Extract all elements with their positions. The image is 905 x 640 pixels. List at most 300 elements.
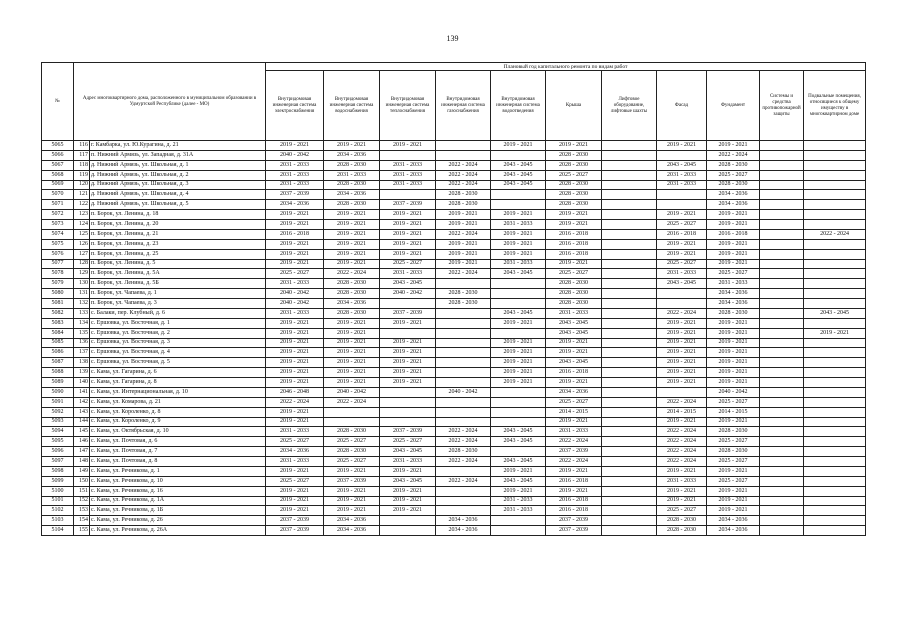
repair-period-cell: 2031 - 2033 — [324, 170, 380, 180]
repair-period-cell — [804, 289, 866, 299]
repair-period-cell: 2031 - 2033 — [657, 269, 707, 279]
repair-period-cell — [760, 239, 804, 249]
repair-period-cell: 2019 - 2021 — [266, 486, 324, 496]
repair-period-cell — [602, 180, 657, 190]
row-number-cell: 5068 — [42, 170, 74, 180]
column-header-work-type: Внутридомовая инженерная система водоотведения — [491, 71, 546, 141]
repair-period-cell: 2019 - 2021 — [266, 318, 324, 328]
table-row — [42, 516, 866, 526]
repair-period-cell — [491, 447, 546, 457]
repair-period-cell: 2019 - 2021 — [657, 348, 707, 358]
repair-period-cell — [380, 417, 436, 427]
table-row — [42, 259, 866, 269]
repair-period-cell — [804, 447, 866, 457]
row-number-cell: 5069 — [42, 180, 74, 190]
repair-period-cell: 2019 - 2021 — [266, 249, 324, 259]
repair-period-cell — [436, 417, 491, 427]
repair-period-cell — [491, 289, 546, 299]
repair-period-cell: 2040 - 2042 — [707, 387, 760, 397]
table-row — [42, 397, 866, 407]
repair-period-cell: 2019 - 2021 — [380, 358, 436, 368]
repair-period-cell — [380, 397, 436, 407]
repair-period-cell: 2019 - 2021 — [707, 259, 760, 269]
table-header — [42, 63, 866, 141]
address-cell: д. Нижний Армязь, ул. Школьная, д. 3 — [90, 180, 266, 190]
repair-period-cell: 2019 - 2021 — [491, 239, 546, 249]
repair-period-cell: 2037 - 2039 — [380, 308, 436, 318]
address-cell: п. Борок, ул. Ленина, д. 18 — [90, 210, 266, 220]
repair-period-cell — [804, 486, 866, 496]
repair-period-cell: 2019 - 2021 — [324, 328, 380, 338]
repair-period-cell: 2014 - 2015 — [657, 407, 707, 417]
repair-period-cell — [436, 506, 491, 516]
address-cell: п. Нижний Армязь, ул. Западная, д. 31А — [90, 150, 266, 160]
repair-period-cell: 2019 - 2021 — [707, 348, 760, 358]
row-number-cell: 5093 — [42, 417, 74, 427]
repair-period-cell: 2028 - 2030 — [707, 180, 760, 190]
repair-period-cell: 2037 - 2039 — [266, 516, 324, 526]
repair-period-cell: 2019 - 2021 — [266, 417, 324, 427]
repair-period-cell: 2022 - 2024 — [436, 427, 491, 437]
repair-period-cell: 2031 - 2033 — [266, 279, 324, 289]
repair-period-cell — [760, 220, 804, 230]
column-header-work-type: Крыша — [546, 71, 602, 141]
repair-period-cell: 2019 - 2021 — [546, 378, 602, 388]
repair-period-cell: 2019 - 2021 — [324, 466, 380, 476]
repair-period-cell: 2016 - 2018 — [546, 496, 602, 506]
repair-period-cell — [602, 437, 657, 447]
repair-period-cell — [602, 476, 657, 486]
repair-period-cell: 2034 - 2036 — [324, 150, 380, 160]
address-cell: с. Кама, ул. Гагарина, д. 6 — [90, 368, 266, 378]
repair-period-cell: 2043 - 2045 — [491, 308, 546, 318]
repair-period-cell — [436, 348, 491, 358]
repair-period-cell: 2022 - 2024 — [436, 457, 491, 467]
repair-period-cell: 2019 - 2021 — [546, 338, 602, 348]
repair-period-cell: 2019 - 2021 — [436, 220, 491, 230]
column-header-work-type: Системы и средства противопожарной защиты — [760, 71, 804, 141]
repair-period-cell: 2019 - 2021 — [546, 259, 602, 269]
repair-period-cell: 2022 - 2024 — [436, 437, 491, 447]
repair-period-cell: 2016 - 2018 — [546, 476, 602, 486]
repair-period-cell — [436, 466, 491, 476]
address-cell: п. Борок, ул. Чапаева, д. 1 — [90, 289, 266, 299]
repair-period-cell — [804, 496, 866, 506]
address-cell: п. Борок, ул. Ленина, д. 20 — [90, 220, 266, 230]
repair-period-cell: 2028 - 2030 — [324, 200, 380, 210]
repair-period-cell — [602, 486, 657, 496]
repair-period-cell: 2022 - 2024 — [436, 160, 491, 170]
repair-period-cell: 2031 - 2033 — [491, 259, 546, 269]
row-index-cell: 152 — [74, 496, 90, 506]
repair-period-cell — [760, 476, 804, 486]
repair-period-cell — [804, 378, 866, 388]
repair-period-cell: 2019 - 2021 — [380, 378, 436, 388]
repair-period-cell: 2019 - 2021 — [707, 318, 760, 328]
repair-period-cell: 2019 - 2021 — [707, 496, 760, 506]
repair-period-cell: 2019 - 2021 — [436, 210, 491, 220]
repair-period-cell: 2019 - 2021 — [491, 358, 546, 368]
repair-period-cell — [491, 526, 546, 536]
repair-period-cell — [324, 417, 380, 427]
repair-period-cell — [804, 220, 866, 230]
repair-period-cell: 2022 - 2024 — [546, 437, 602, 447]
repair-period-cell: 2043 - 2045 — [491, 160, 546, 170]
repair-period-cell: 2022 - 2024 — [657, 437, 707, 447]
table-row — [42, 378, 866, 388]
repair-period-cell: 2028 - 2030 — [707, 308, 760, 318]
table-row — [42, 457, 866, 467]
repair-period-cell: 2028 - 2030 — [546, 289, 602, 299]
address-cell: п. Борок, ул. Ленина, д. 21 — [90, 229, 266, 239]
repair-period-cell: 2022 - 2024 — [657, 457, 707, 467]
repair-period-cell — [760, 279, 804, 289]
repair-period-cell — [760, 466, 804, 476]
repair-period-cell: 2028 - 2030 — [546, 150, 602, 160]
repair-period-cell: 2019 - 2021 — [380, 220, 436, 230]
repair-period-cell: 2019 - 2021 — [707, 506, 760, 516]
repair-period-cell: 2034 - 2036 — [324, 190, 380, 200]
row-index-cell: 136 — [74, 338, 90, 348]
repair-period-cell — [657, 150, 707, 160]
column-header-address: Адрес многоквартирного дома, расположенного в муниципальном образовании в Удмуртской Республике (далее - МО) — [74, 63, 266, 141]
repair-period-cell — [804, 160, 866, 170]
repair-period-cell — [602, 526, 657, 536]
address-cell: с. Кама, ул. Речникова, д. 1 — [90, 466, 266, 476]
row-index-cell: 133 — [74, 308, 90, 318]
repair-period-cell: 2043 - 2045 — [491, 180, 546, 190]
repair-period-cell: 2019 - 2021 — [324, 496, 380, 506]
repair-period-cell: 2037 - 2039 — [266, 526, 324, 536]
row-index-cell: 151 — [74, 486, 90, 496]
repair-period-cell — [602, 378, 657, 388]
repair-period-cell: 2031 - 2033 — [707, 279, 760, 289]
row-number-cell: 5074 — [42, 229, 74, 239]
repair-period-cell: 2019 - 2021 — [266, 210, 324, 220]
row-number-cell: 5072 — [42, 210, 74, 220]
repair-period-cell — [760, 338, 804, 348]
address-cell: с. Ершовка, ул. Восточная, д. 3 — [90, 338, 266, 348]
repair-period-cell: 2016 - 2018 — [546, 229, 602, 239]
row-number-cell: 5101 — [42, 496, 74, 506]
address-cell: п. Борок, ул. Ленина, д. 23 — [90, 239, 266, 249]
repair-period-cell — [602, 387, 657, 397]
repair-period-cell: 2034 - 2036 — [707, 289, 760, 299]
row-number-cell: 5075 — [42, 239, 74, 249]
repair-period-cell — [657, 299, 707, 309]
repair-period-cell: 2031 - 2033 — [266, 308, 324, 318]
repair-period-cell — [657, 190, 707, 200]
repair-period-cell: 2031 - 2033 — [380, 180, 436, 190]
address-cell: с. Кама, ул. Почтовая, д. 8 — [90, 457, 266, 467]
repair-period-cell — [491, 387, 546, 397]
address-cell: с. Кама, ул. Почтовая, д. 7 — [90, 447, 266, 457]
repair-period-cell — [380, 299, 436, 309]
repair-period-cell: 2019 - 2021 — [491, 486, 546, 496]
repair-period-cell — [760, 427, 804, 437]
table-row — [42, 150, 866, 160]
repair-period-cell: 2028 - 2030 — [324, 289, 380, 299]
repair-period-cell: 2043 - 2045 — [491, 269, 546, 279]
repair-period-cell: 2025 - 2027 — [707, 170, 760, 180]
repair-period-cell: 2034 - 2036 — [707, 200, 760, 210]
address-cell: с. Ершовка, ул. Восточная, д. 5 — [90, 358, 266, 368]
repair-period-cell: 2019 - 2021 — [380, 338, 436, 348]
repair-period-cell — [602, 348, 657, 358]
repair-period-cell — [380, 407, 436, 417]
table-row — [42, 170, 866, 180]
row-number-cell: 5091 — [42, 397, 74, 407]
row-number-cell: 5098 — [42, 466, 74, 476]
repair-period-cell: 2031 - 2033 — [657, 170, 707, 180]
repair-period-cell — [760, 417, 804, 427]
table-row — [42, 437, 866, 447]
repair-period-cell — [804, 210, 866, 220]
repair-period-cell — [760, 190, 804, 200]
repair-period-cell — [380, 150, 436, 160]
row-number-cell: 5070 — [42, 190, 74, 200]
table-row — [42, 427, 866, 437]
repair-period-cell: 2043 - 2045 — [491, 170, 546, 180]
repair-period-cell: 2019 - 2021 — [266, 358, 324, 368]
address-cell: г. Камбарка, ул. Ю.Курагина, д. 21 — [90, 141, 266, 151]
repair-period-cell: 2019 - 2021 — [707, 466, 760, 476]
repair-period-cell: 2037 - 2039 — [380, 200, 436, 210]
repair-period-cell: 2028 - 2030 — [324, 160, 380, 170]
repair-period-cell: 2034 - 2036 — [707, 299, 760, 309]
repair-period-cell: 2025 - 2027 — [707, 457, 760, 467]
table-row — [42, 141, 866, 151]
repair-period-cell: 2022 - 2024 — [436, 170, 491, 180]
repair-period-cell: 2019 - 2021 — [546, 466, 602, 476]
row-number-cell: 5081 — [42, 299, 74, 309]
repair-period-cell: 2031 - 2033 — [266, 160, 324, 170]
repair-period-cell: 2019 - 2021 — [491, 348, 546, 358]
repair-period-cell: 2019 - 2021 — [324, 318, 380, 328]
repair-period-cell — [760, 486, 804, 496]
repair-period-cell: 2028 - 2030 — [436, 289, 491, 299]
repair-period-cell — [491, 200, 546, 210]
repair-period-cell — [804, 387, 866, 397]
table-row — [42, 476, 866, 486]
address-cell: с. Кама, ул. Короленко, д. 8 — [90, 407, 266, 417]
repair-period-cell — [436, 378, 491, 388]
repair-period-cell: 2019 - 2021 — [436, 239, 491, 249]
row-index-cell: 139 — [74, 368, 90, 378]
repair-period-cell: 2019 - 2021 — [491, 229, 546, 239]
row-number-cell: 5095 — [42, 437, 74, 447]
row-number-cell: 5083 — [42, 318, 74, 328]
repair-period-cell — [804, 437, 866, 447]
row-number-cell: 5097 — [42, 457, 74, 467]
repair-period-cell: 2019 - 2021 — [266, 239, 324, 249]
repair-period-cell: 2019 - 2021 — [491, 466, 546, 476]
table-row — [42, 180, 866, 190]
repair-period-cell: 2028 - 2030 — [546, 299, 602, 309]
row-index-cell: 127 — [74, 249, 90, 259]
repair-period-cell: 2031 - 2033 — [266, 170, 324, 180]
repair-period-cell: 2037 - 2039 — [324, 476, 380, 486]
row-number-cell: 5092 — [42, 407, 74, 417]
repair-period-cell — [804, 417, 866, 427]
repair-period-cell: 2025 - 2027 — [657, 259, 707, 269]
repair-period-cell: 2028 - 2030 — [324, 427, 380, 437]
row-index-cell: 117 — [74, 150, 90, 160]
repair-period-cell — [760, 200, 804, 210]
repair-period-cell: 2025 - 2027 — [657, 220, 707, 230]
row-number-cell: 5082 — [42, 308, 74, 318]
repair-period-cell: 2019 - 2021 — [546, 486, 602, 496]
repair-period-cell: 2022 - 2024 — [436, 180, 491, 190]
table-row — [42, 358, 866, 368]
repair-period-cell: 2019 - 2021 — [491, 318, 546, 328]
repair-period-cell — [804, 239, 866, 249]
repair-period-cell — [804, 338, 866, 348]
repair-period-cell: 2043 - 2045 — [491, 437, 546, 447]
repair-period-cell — [491, 299, 546, 309]
repair-period-cell: 2019 - 2021 — [657, 328, 707, 338]
repair-period-cell — [760, 229, 804, 239]
address-cell: д. Нижний Армязь, ул. Школьная, д. 1 — [90, 160, 266, 170]
table-row — [42, 447, 866, 457]
repair-period-cell: 2019 - 2021 — [707, 358, 760, 368]
repair-period-cell: 2019 - 2021 — [266, 506, 324, 516]
row-index-cell: 150 — [74, 476, 90, 486]
repair-period-cell: 2016 - 2018 — [657, 229, 707, 239]
row-index-cell: 138 — [74, 358, 90, 368]
repair-period-cell — [804, 407, 866, 417]
repair-period-cell: 2019 - 2021 — [324, 348, 380, 358]
repair-period-cell — [602, 308, 657, 318]
repair-period-cell: 2040 - 2042 — [266, 299, 324, 309]
repair-period-cell: 2019 - 2021 — [380, 249, 436, 259]
row-index-cell: 122 — [74, 200, 90, 210]
repair-period-cell: 2019 - 2021 — [266, 378, 324, 388]
repair-period-cell: 2025 - 2027 — [546, 397, 602, 407]
repair-period-cell — [602, 170, 657, 180]
repair-period-cell: 2028 - 2030 — [546, 160, 602, 170]
table-row — [42, 338, 866, 348]
repair-period-cell — [760, 170, 804, 180]
table-row — [42, 417, 866, 427]
row-index-cell: 116 — [74, 141, 90, 151]
repair-period-cell: 2019 - 2021 — [324, 378, 380, 388]
row-number-cell: 5096 — [42, 447, 74, 457]
repair-period-cell — [436, 150, 491, 160]
repair-period-cell: 2034 - 2036 — [546, 387, 602, 397]
repair-period-cell: 2019 - 2021 — [380, 229, 436, 239]
repair-period-cell — [436, 496, 491, 506]
repair-period-cell: 2031 - 2033 — [491, 506, 546, 516]
repair-period-cell: 2019 - 2021 — [707, 486, 760, 496]
repair-period-cell: 2028 - 2030 — [546, 180, 602, 190]
repair-period-cell: 2040 - 2042 — [380, 289, 436, 299]
repair-period-cell — [436, 407, 491, 417]
repair-period-cell — [602, 496, 657, 506]
row-index-cell: 125 — [74, 229, 90, 239]
repair-period-cell — [602, 516, 657, 526]
row-number-cell: 5090 — [42, 387, 74, 397]
row-index-cell: 154 — [74, 516, 90, 526]
repair-period-cell: 2019 - 2021 — [324, 249, 380, 259]
address-cell: с. Кама, ул. Интернациональная, д. 10 — [90, 387, 266, 397]
row-index-cell: 126 — [74, 239, 90, 249]
repair-period-cell — [491, 150, 546, 160]
repair-period-cell — [602, 466, 657, 476]
repair-period-cell: 2019 - 2021 — [266, 368, 324, 378]
row-index-cell: 149 — [74, 466, 90, 476]
repair-period-cell: 2019 - 2021 — [546, 141, 602, 151]
row-index-cell: 155 — [74, 526, 90, 536]
repair-period-cell: 2025 - 2027 — [707, 437, 760, 447]
repair-period-cell: 2019 - 2021 — [436, 259, 491, 269]
repair-period-cell: 2022 - 2024 — [324, 269, 380, 279]
repair-period-cell — [380, 516, 436, 526]
repair-period-cell — [804, 318, 866, 328]
row-index-cell: 123 — [74, 210, 90, 220]
row-number-cell: 5103 — [42, 516, 74, 526]
repair-period-cell: 2019 - 2021 — [657, 496, 707, 506]
row-index-cell: 128 — [74, 259, 90, 269]
repair-period-cell — [760, 249, 804, 259]
row-number-cell: 5073 — [42, 220, 74, 230]
repair-period-cell: 2040 - 2042 — [266, 289, 324, 299]
repair-period-cell — [804, 476, 866, 486]
repair-period-cell: 2031 - 2033 — [266, 427, 324, 437]
address-cell: с. Кама, ул. Речникова, д. 26 — [90, 516, 266, 526]
repair-period-cell — [436, 486, 491, 496]
repair-period-cell — [602, 318, 657, 328]
repair-period-cell — [602, 417, 657, 427]
repair-period-cell — [436, 397, 491, 407]
table-row — [42, 496, 866, 506]
repair-period-cell: 2019 - 2021 — [380, 486, 436, 496]
repair-period-cell — [602, 141, 657, 151]
repair-period-cell — [602, 200, 657, 210]
address-cell: с. Кама, ул. Речникова, д. 16 — [90, 486, 266, 496]
repair-period-cell: 2028 - 2030 — [707, 447, 760, 457]
repair-period-cell: 2025 - 2027 — [266, 476, 324, 486]
row-index-cell: 142 — [74, 397, 90, 407]
table-row — [42, 486, 866, 496]
repair-period-cell: 2034 - 2036 — [436, 516, 491, 526]
row-index-cell: 140 — [74, 378, 90, 388]
column-header-work-type: Внутридомовая инженерная система теплоснабжения — [380, 71, 436, 141]
repair-period-cell — [491, 279, 546, 289]
repair-period-cell: 2043 - 2045 — [546, 318, 602, 328]
repair-period-cell — [491, 397, 546, 407]
repair-period-cell: 2031 - 2033 — [380, 170, 436, 180]
row-number-cell: 5079 — [42, 279, 74, 289]
repair-period-cell: 2019 - 2021 — [324, 338, 380, 348]
repair-period-cell — [602, 239, 657, 249]
table-row — [42, 466, 866, 476]
repair-period-cell — [804, 259, 866, 269]
repair-period-cell — [380, 328, 436, 338]
row-index-cell: 119 — [74, 170, 90, 180]
address-cell: д. Нижний Армязь, ул. Школьная, д. 2 — [90, 170, 266, 180]
repair-period-cell — [602, 427, 657, 437]
repair-period-cell: 2025 - 2027 — [657, 506, 707, 516]
repair-period-cell: 2019 - 2021 — [707, 378, 760, 388]
repair-period-cell — [804, 200, 866, 210]
repair-period-cell: 2022 - 2024 — [324, 397, 380, 407]
row-number-cell: 5084 — [42, 328, 74, 338]
column-header-work-type: Фундамент — [707, 71, 760, 141]
table-row — [42, 318, 866, 328]
repair-period-cell: 2025 - 2027 — [380, 259, 436, 269]
address-cell: д. Нижний Армязь, ул. Школьная, д. 5 — [90, 200, 266, 210]
